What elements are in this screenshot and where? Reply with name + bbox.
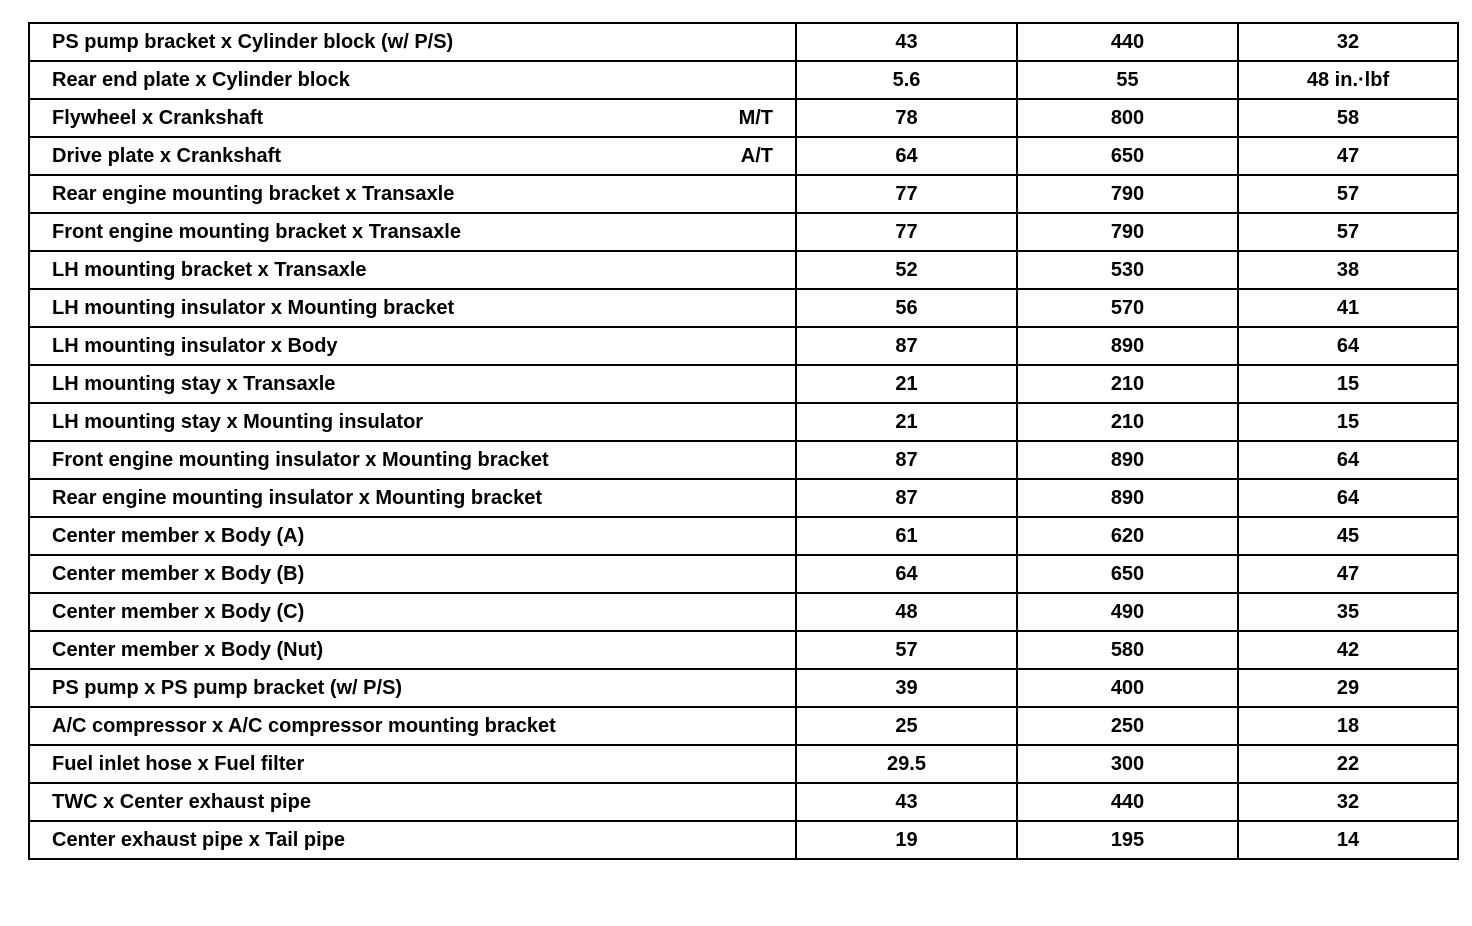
part-name: LH mounting bracket x Transaxle <box>52 259 367 281</box>
torque-ft-lbf-cell: 64 <box>1238 327 1458 365</box>
part-cell <box>29 137 796 175</box>
part-cell <box>29 251 796 289</box>
part-name: LH mounting insulator x Mounting bracket <box>52 297 455 319</box>
part-name: Center member x Body (B) <box>52 563 305 585</box>
torque-spec-table <box>28 22 1459 860</box>
part-cell <box>29 783 796 821</box>
torque-nm-cell: 39 <box>796 669 1017 707</box>
torque-kgf-cm-cell: 490 <box>1017 593 1238 631</box>
torque-nm-cell: 21 <box>796 365 1017 403</box>
torque-ft-lbf-cell: 29 <box>1238 669 1458 707</box>
part-cell <box>29 707 796 745</box>
torque-nm-cell: 25 <box>796 707 1017 745</box>
torque-ft-lbf-cell: 15 <box>1238 403 1458 441</box>
part-cell <box>29 23 796 61</box>
table-row <box>29 327 1458 365</box>
torque-ft-lbf-cell: 47 <box>1238 137 1458 175</box>
torque-kgf-cm-cell: 650 <box>1017 137 1238 175</box>
torque-nm-cell: 77 <box>796 175 1017 213</box>
part-cell <box>29 441 796 479</box>
torque-nm-cell: 5.6 <box>796 61 1017 99</box>
part-cell <box>29 61 796 99</box>
part-name: TWC x Center exhaust pipe <box>52 791 311 813</box>
torque-kgf-cm-cell: 300 <box>1017 745 1238 783</box>
table-row <box>29 593 1458 631</box>
part-cell <box>29 403 796 441</box>
table-row <box>29 669 1458 707</box>
table-row <box>29 61 1458 99</box>
torque-ft-lbf-cell: 64 <box>1238 441 1458 479</box>
table-row <box>29 479 1458 517</box>
part-name: Fuel inlet hose x Fuel filter <box>52 753 305 775</box>
part-name: Center exhaust pipe x Tail pipe <box>52 829 346 851</box>
table-row <box>29 23 1458 61</box>
torque-nm-cell: 64 <box>796 137 1017 175</box>
torque-ft-lbf-cell: 15 <box>1238 365 1458 403</box>
torque-nm-cell: 43 <box>796 23 1017 61</box>
torque-kgf-cm-cell: 570 <box>1017 289 1238 327</box>
part-cell <box>29 517 796 555</box>
torque-ft-lbf-cell: 57 <box>1238 175 1458 213</box>
part-cell <box>29 669 796 707</box>
torque-ft-lbf-cell: 32 <box>1238 23 1458 61</box>
torque-kgf-cm-cell: 400 <box>1017 669 1238 707</box>
torque-nm-cell: 21 <box>796 403 1017 441</box>
torque-kgf-cm-cell: 440 <box>1017 783 1238 821</box>
table-row <box>29 213 1458 251</box>
part-cell <box>29 593 796 631</box>
torque-kgf-cm-cell: 210 <box>1017 365 1238 403</box>
table-row <box>29 175 1458 213</box>
torque-nm-cell: 87 <box>796 479 1017 517</box>
part-cell <box>29 631 796 669</box>
part-name: PS pump bracket x Cylinder block (w/ P/S) <box>52 31 454 53</box>
torque-nm-cell: 87 <box>796 327 1017 365</box>
torque-kgf-cm-cell: 890 <box>1017 327 1238 365</box>
torque-kgf-cm-cell: 195 <box>1017 821 1238 859</box>
part-name: Center member x Body (A) <box>52 525 305 547</box>
torque-ft-lbf-cell: 64 <box>1238 479 1458 517</box>
part-name: Rear engine mounting bracket x Transaxle <box>52 183 455 205</box>
table-row <box>29 555 1458 593</box>
torque-kgf-cm-cell: 790 <box>1017 175 1238 213</box>
torque-nm-cell: 57 <box>796 631 1017 669</box>
torque-ft-lbf-cell: 45 <box>1238 517 1458 555</box>
table-row <box>29 289 1458 327</box>
table-row <box>29 441 1458 479</box>
torque-nm-cell: 61 <box>796 517 1017 555</box>
table-row <box>29 631 1458 669</box>
torque-nm-cell: 56 <box>796 289 1017 327</box>
table-row <box>29 251 1458 289</box>
torque-ft-lbf-cell: 22 <box>1238 745 1458 783</box>
torque-kgf-cm-cell: 890 <box>1017 441 1238 479</box>
table-row <box>29 783 1458 821</box>
torque-nm-cell: 19 <box>796 821 1017 859</box>
transmission-variant: M/T <box>738 107 773 129</box>
part-cell <box>29 365 796 403</box>
table-row <box>29 517 1458 555</box>
part-name: LH mounting stay x Transaxle <box>52 373 336 395</box>
part-name: Center member x Body (Nut) <box>52 639 324 661</box>
table-row <box>29 403 1458 441</box>
torque-nm-cell: 77 <box>796 213 1017 251</box>
table-row <box>29 707 1458 745</box>
torque-nm-cell: 48 <box>796 593 1017 631</box>
torque-ft-lbf-cell: 42 <box>1238 631 1458 669</box>
part-name: Rear end plate x Cylinder block <box>52 69 350 91</box>
torque-kgf-cm-cell: 790 <box>1017 213 1238 251</box>
torque-kgf-cm-cell: 580 <box>1017 631 1238 669</box>
torque-ft-lbf-cell: 47 <box>1238 555 1458 593</box>
table-row <box>29 745 1458 783</box>
part-cell <box>29 555 796 593</box>
part-cell <box>29 289 796 327</box>
part-name: LH mounting insulator x Body <box>52 335 338 357</box>
part-cell <box>29 821 796 859</box>
torque-kgf-cm-cell: 250 <box>1017 707 1238 745</box>
part-name: Center member x Body (C) <box>52 601 305 623</box>
torque-kgf-cm-cell: 440 <box>1017 23 1238 61</box>
part-cell <box>29 327 796 365</box>
part-name: Flywheel x Crankshaft <box>52 107 264 129</box>
part-name: A/C compressor x A/C compressor mounting bracket <box>52 715 556 737</box>
part-name: LH mounting stay x Mounting insulator <box>52 411 424 433</box>
torque-kgf-cm-cell: 620 <box>1017 517 1238 555</box>
torque-kgf-cm-cell: 530 <box>1017 251 1238 289</box>
part-name: Front engine mounting bracket x Transaxle <box>52 221 461 243</box>
torque-ft-lbf-cell: 38 <box>1238 251 1458 289</box>
table-row <box>29 99 1458 137</box>
torque-ft-lbf-cell: 48 in.·lbf <box>1238 61 1458 99</box>
table-row <box>29 821 1458 859</box>
torque-nm-cell: 43 <box>796 783 1017 821</box>
part-name: Drive plate x Crankshaft <box>52 145 281 167</box>
part-cell <box>29 99 796 137</box>
table-row <box>29 137 1458 175</box>
torque-table-body <box>29 23 1458 859</box>
torque-ft-lbf-cell: 58 <box>1238 99 1458 137</box>
torque-ft-lbf-cell: 18 <box>1238 707 1458 745</box>
part-cell <box>29 213 796 251</box>
torque-kgf-cm-cell: 650 <box>1017 555 1238 593</box>
torque-ft-lbf-cell: 32 <box>1238 783 1458 821</box>
part-name: Rear engine mounting insulator x Mounting bracket <box>52 487 543 509</box>
torque-nm-cell: 87 <box>796 441 1017 479</box>
table-row <box>29 365 1458 403</box>
transmission-variant: A/T <box>740 145 773 167</box>
torque-nm-cell: 52 <box>796 251 1017 289</box>
part-cell <box>29 745 796 783</box>
torque-kgf-cm-cell: 55 <box>1017 61 1238 99</box>
torque-ft-lbf-cell: 57 <box>1238 213 1458 251</box>
part-name: PS pump x PS pump bracket (w/ P/S) <box>52 677 403 699</box>
torque-kgf-cm-cell: 210 <box>1017 403 1238 441</box>
part-cell <box>29 479 796 517</box>
torque-ft-lbf-cell: 41 <box>1238 289 1458 327</box>
torque-nm-cell: 29.5 <box>796 745 1017 783</box>
part-name: Front engine mounting insulator x Mounting bracket <box>52 449 549 471</box>
torque-kgf-cm-cell: 890 <box>1017 479 1238 517</box>
part-cell <box>29 175 796 213</box>
torque-nm-cell: 78 <box>796 99 1017 137</box>
torque-ft-lbf-cell: 14 <box>1238 821 1458 859</box>
torque-kgf-cm-cell: 800 <box>1017 99 1238 137</box>
torque-ft-lbf-cell: 35 <box>1238 593 1458 631</box>
torque-nm-cell: 64 <box>796 555 1017 593</box>
